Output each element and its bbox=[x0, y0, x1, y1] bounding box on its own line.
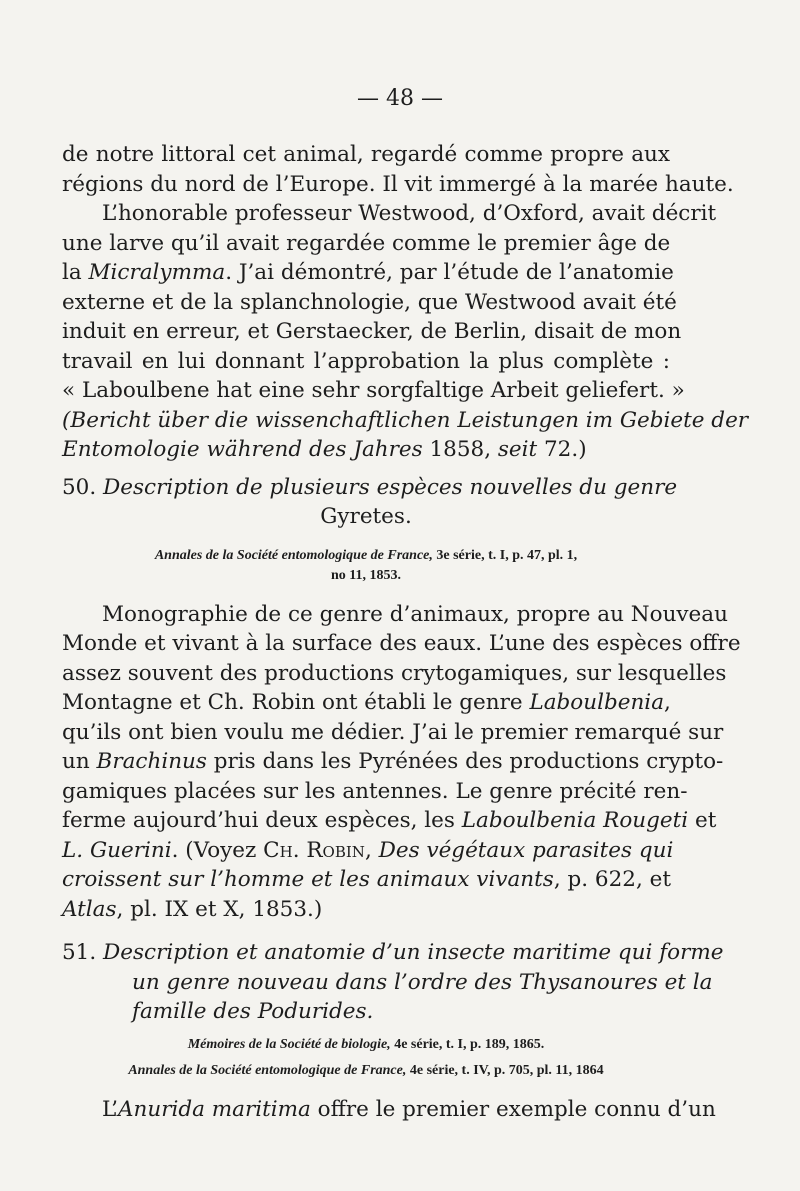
text-line: Entomologie während des Jahres 1858, seit 72.) bbox=[62, 437, 587, 462]
paragraph-westwood bbox=[62, 199, 749, 465]
text-line: la Micralymma. J’ai démontré, par l’étude de l’anatomie bbox=[62, 260, 674, 285]
text-line: un Brachinus pris dans les Pyrénées des productions crypto- bbox=[62, 749, 724, 774]
text-line: assez souvent des productions crytogamiques, sur lesquelles bbox=[62, 660, 727, 686]
text-line: régions du nord de l’Europe. Il vit immergé à la marée haute. bbox=[62, 171, 734, 197]
entry-title: un genre nouveau dans l’ordre des Thysanoures et la bbox=[132, 969, 713, 995]
text-line: L. Guerini. (Voyez Ch. Robin, Des végétaux parasites qui bbox=[62, 837, 674, 863]
entry-title: famille des Podurides. bbox=[132, 999, 374, 1024]
paragraph-continuation bbox=[62, 140, 734, 199]
text-line: Atlas, pl. IX et X, 1853.) bbox=[62, 896, 323, 922]
entry-number: 51. bbox=[62, 940, 97, 965]
text-line: Montagne et Ch. Robin ont établi le genre Laboulbenia, bbox=[62, 690, 671, 715]
text-line: externe et de la splanchnologie, que Westwood avait été bbox=[62, 289, 677, 315]
text-line: Monographie de ce genre d’animaux, propre au Nouveau bbox=[102, 601, 728, 627]
entry-number: 50. bbox=[62, 474, 97, 500]
text-column bbox=[62, 140, 749, 1124]
text-line: une larve qu’il avait regardée comme le premier âge de bbox=[62, 230, 671, 256]
text-line: Monde et vivant à la surface des eaux. L’une des espèces offre bbox=[62, 631, 741, 656]
text-line: ferme aujourd’hui deux espèces, les Laboulbenia Rougeti et bbox=[62, 808, 717, 833]
page-number: — 48 — bbox=[357, 86, 443, 111]
text-line: travail en lui donnant l’approbation la plus complète : bbox=[62, 348, 670, 374]
entry-title: 50. Description de plusieurs espèces nouvelles du genre bbox=[62, 474, 678, 500]
bibliographic-reference: Annales de la Société entomologique de France, 3e série, t. I, p. 47, pl. 1, no 11, 1853. bbox=[154, 547, 578, 583]
paragraph-anurida bbox=[62, 1095, 716, 1125]
text-line: gamiques placées sur les antennes. Le genre précité ren- bbox=[62, 778, 688, 804]
entry-51 bbox=[62, 938, 724, 1081]
entry-title: 51. Description et anatomie d’un insecte maritime qui forme bbox=[62, 940, 724, 965]
text-line: croissent sur l’homme et les animaux vivants, p. 622, et bbox=[62, 867, 671, 892]
text-line: « Laboulbene hat eine sehr sorgfaltige Arbeit geliefert. » bbox=[62, 378, 685, 403]
paragraph-monographie bbox=[62, 600, 741, 925]
text-line: qu’ils ont bien voulu me dédier. J’ai le premier remarqué sur bbox=[62, 719, 724, 745]
text-line: L’honorable professeur Westwood, d’Oxford, avait décrit bbox=[102, 201, 717, 226]
entry-title: Gyretes. bbox=[320, 504, 412, 529]
text-line: de notre littoral cet animal, regardé comme propre aux bbox=[62, 142, 670, 167]
entry-50 bbox=[62, 473, 678, 586]
text-line: L’Anurida maritima offre le premier exemple connu d’un bbox=[102, 1096, 716, 1122]
bibliographic-reference: Mémoires de la Société de biologie, 4e série, t. I, p. 189, 1865. Annales de la Société entomologique de France, 4e série, t. IV, p. 705, pl. 11, 1864 bbox=[128, 1036, 604, 1078]
text-line: (Bericht über die wissenchaftlichen Leistungen im Gebiete der bbox=[62, 407, 749, 433]
text-line: induit en erreur, et Gerstaecker, de Berlin, disait de mon bbox=[62, 319, 682, 344]
